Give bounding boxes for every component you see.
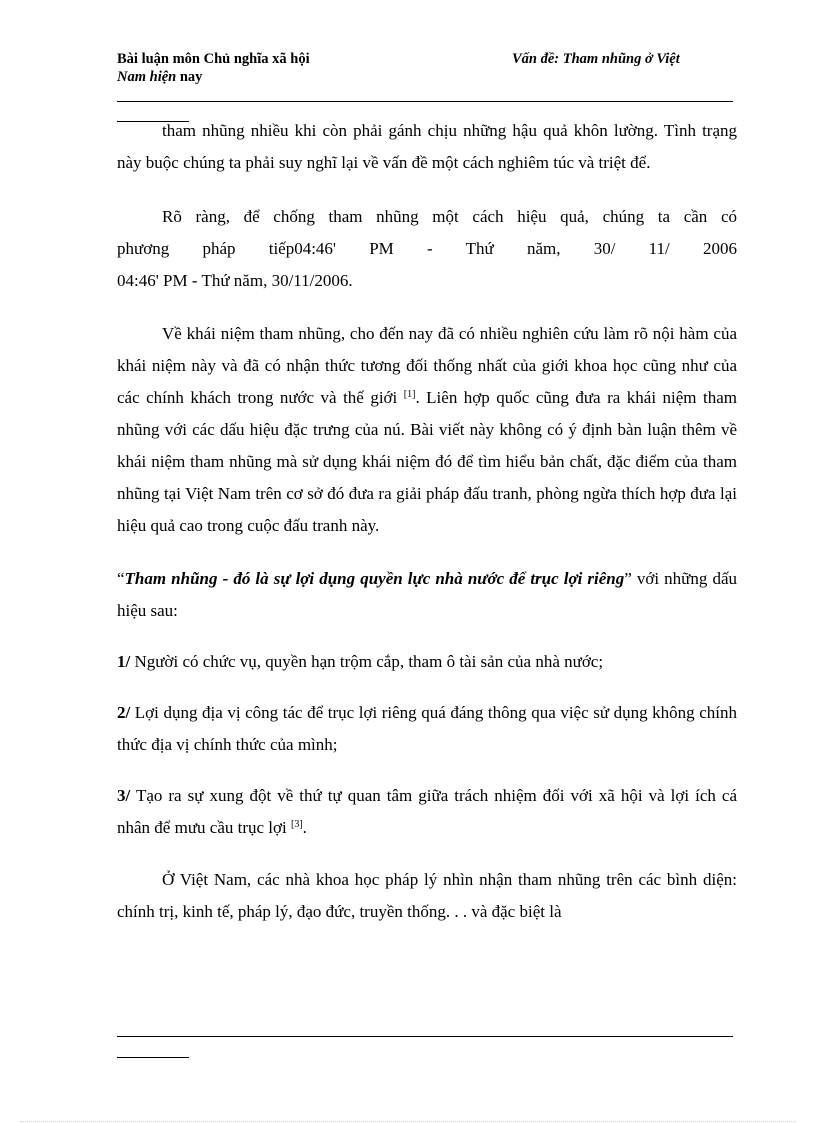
quote-paragraph [117, 563, 737, 627]
footnote-ref: [1] [403, 389, 416, 400]
list-number: 1/ [117, 652, 131, 671]
paragraph: Ở Việt Nam, các nhà khoa học pháp lý nhìn nhận tham nhũng trên các bình diện: chính trị, kinh tế, pháp lý, đạo đức, truyền thống. . . và đặc biệt là [117, 870, 737, 921]
list-number: 2/ [117, 703, 131, 722]
paragraph-text: Về khái niệm tham nhũng, cho đến nay đã có nhiều nghiên cứu làm rõ nội hàm của khái niệm này và đã có nhận thức tương đối thống nhất của giới khoa học cũng như của các chính khách trong nước và thế giới [117, 324, 737, 407]
list-text: Người có chức vụ, quyền hạn trộm cắp, tham ô tài sản của nhà nước; [130, 652, 604, 671]
list-item [117, 646, 737, 678]
definition-quote: Tham nhũng - đó là sự lợi dụng quyền lực nhà nước để trục lợi riêng [124, 569, 625, 588]
list-text-end: . [302, 818, 307, 837]
list-item [117, 697, 737, 761]
footnote-ref: [3] [290, 819, 303, 830]
footer-rule-long [117, 1036, 733, 1037]
list-number: 3/ [117, 786, 131, 805]
header-topic-continued-italic: Nam hiện [117, 69, 177, 85]
paragraph-line: 04:46' PM - Thứ năm, 30/11/2006. [117, 271, 353, 290]
list-item [117, 780, 737, 844]
header-rule-long [117, 101, 733, 102]
footer-rule-short [117, 1057, 189, 1058]
page-edge-dotted-line [20, 1121, 796, 1122]
header-topic: Vấn đề: Tham nhũng ở Việt [512, 51, 680, 67]
header-topic-continued-rest: nay [176, 69, 203, 85]
paragraph-text: . Liên hợp quốc cũng đưa ra khái niệm tham nhũng với các dấu hiệu đặc trưng của nú. Bài viết này không có ý định bàn luận thêm về khái niệm tham nhũng mà sử dụng khái niệm đó để tìm hiểu bản chất, đặc điểm của tham nhũng tại Việt Nam trên cơ sở đó đưa ra giải pháp đấu tranh, phòng ngừa thích hợp đưa lại hiệu quả cao trong cuộc đấu tranh này. [117, 388, 737, 535]
list-text: Tạo ra sự xung đột về thứ tự quan tâm giữa trách nhiệm đối với xã hội và lợi ích cá nhân để mưu cầu trục lợi [117, 786, 737, 837]
paragraph-line: phương pháp tiếp04:46' PM - Thứ năm, 30/ 11/ 2006 [117, 239, 737, 258]
header-topic-continued [117, 68, 202, 86]
quote-close: ” với những dấu hiệu sau: [117, 569, 737, 620]
quote-open: “ [117, 569, 125, 588]
paragraph: tham nhũng nhiều khi còn phải gánh chịu những hậu quả khôn lường. Tình trạng này buộc chúng ta phải suy nghĩ lại về vấn đề một cách nghiêm túc và triệt để. [117, 121, 737, 172]
paragraph-line: Rõ ràng, để chống tham nhũng một cách hiệu quả, chúng ta cần có [162, 207, 737, 226]
header-course-title: Bài luận môn Chủ nghĩa xã hội [117, 51, 310, 67]
list-text: Lợi dụng địa vị công tác để trục lợi riêng quá đáng thông qua việc sử dụng không chính thức địa vị chính thức của mình; [117, 703, 737, 754]
paragraph [117, 318, 737, 542]
document-body [117, 115, 737, 928]
